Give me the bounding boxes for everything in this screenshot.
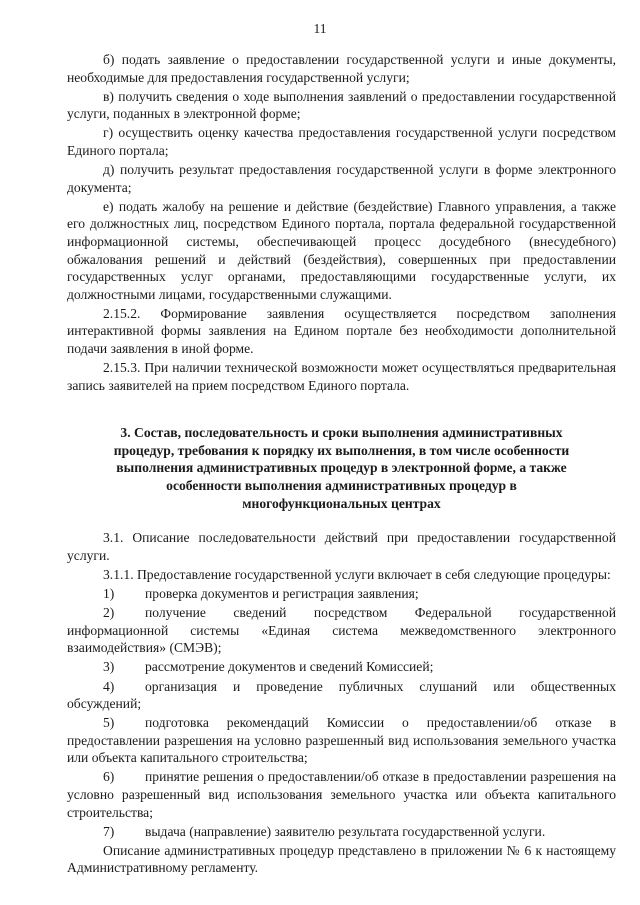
procedure-text: принятие решения о предоставлении/об отказе в предоставлении разрешения на условно разрешенный вид использования земельного участка или объекта капитального строительства; — [67, 769, 616, 820]
procedure-number: 4) — [103, 678, 115, 694]
paragraph-g: г) осуществить оценку качества предоставления государственной услуги посредством Единого портала; — [67, 125, 616, 158]
procedure-item — [67, 768, 616, 821]
procedure-item — [67, 714, 616, 767]
paragraph-3-1-1: 3.1.1. Предоставление государственной услуги включает в себя следующие процедуры: — [103, 566, 611, 582]
paragraph-v: в) получить сведения о ходе выполнения заявлений о предоставлении государственной услуги, поданных в электронной форме; — [67, 88, 616, 122]
procedure-item — [67, 678, 616, 713]
procedure-text: подготовка рекомендаций Комиссии о предоставлении/об отказе в предоставлении разрешения на условно разрешенный вид использования земельного участка или объекта капитального строительства; — [67, 715, 616, 766]
section-heading-line: процедур, требования к порядку их выполнения, в том числе особенности — [113, 442, 570, 458]
procedure-text: получение сведений посредством Федеральной государственной информационной системы «Единая система межведомственного электронного взаимодействия» (СМЭВ); — [67, 605, 616, 656]
procedure-item — [67, 658, 616, 676]
procedure-text: организация и проведение публичных слушаний или общественных обсуждений; — [67, 678, 616, 712]
page-number: 11 — [313, 21, 327, 36]
procedure-item — [67, 585, 616, 603]
paragraph-e: е) подать жалобу на решение и действие (бездействие) Главного управления, а также его должностных лиц, посредством Единого портала, портала федеральной государственной информационной системы, обеспечивающей процесс досудебного (внесудебного) обжалования решений и действий (бездействия), совершенных при предоставлении государственных услуг органами, предоставляющими государственные услуги, их должностными лицами, государственными служащими. — [67, 198, 616, 302]
procedure-text: выдача (направление) заявителю результата государственной услуги. — [145, 823, 546, 839]
paragraph-3-1: 3.1. Описание последовательности действий при предоставлении государственной услуги. — [67, 530, 616, 563]
procedure-number: 1) — [103, 586, 115, 602]
section-heading-line: особенности выполнения административных процедур в — [166, 478, 517, 494]
section-heading-line: выполнения административных процедур в электронной форме, а также — [116, 460, 567, 476]
section-heading — [71, 424, 612, 512]
section-heading-line: 3. Состав, последовательность и сроки выполнения административных — [120, 425, 563, 441]
paragraph-2-15-2: 2.15.2. Формирование заявления осуществляется посредством заполнения интерактивной формы заявления на Едином портале без необходимости дополнительной подачи заявления в иной форме. — [67, 305, 616, 356]
procedure-number: 2) — [103, 605, 115, 621]
procedure-number: 3) — [103, 659, 115, 675]
paragraph-d: д) получить результат предоставления государственной услуги в форме электронного документа; — [67, 162, 616, 195]
section-heading-line: многофункциональных центрах — [242, 495, 441, 511]
closing-paragraph: Описание административных процедур представлено в приложении № 6 к настоящему Административному регламенту. — [67, 842, 616, 876]
procedure-item — [67, 604, 616, 657]
procedure-text: проверка документов и регистрация заявления; — [145, 586, 419, 602]
document-body — [67, 51, 616, 877]
paragraph-2-15-3: 2.15.3. При наличии технической возможности может осуществляться предварительная запись заявителей на прием посредством Единого портала. — [67, 360, 616, 393]
paragraph-b: б) подать заявление о предоставлении государственной услуги и иные документы, необходимые для предоставления государственной услуги; — [67, 52, 616, 85]
procedure-text: рассмотрение документов и сведений Комиссией; — [145, 659, 434, 675]
procedure-number: 5) — [103, 715, 115, 731]
procedure-number: 7) — [103, 823, 115, 839]
procedure-number: 6) — [103, 769, 115, 785]
procedure-item — [67, 823, 616, 841]
